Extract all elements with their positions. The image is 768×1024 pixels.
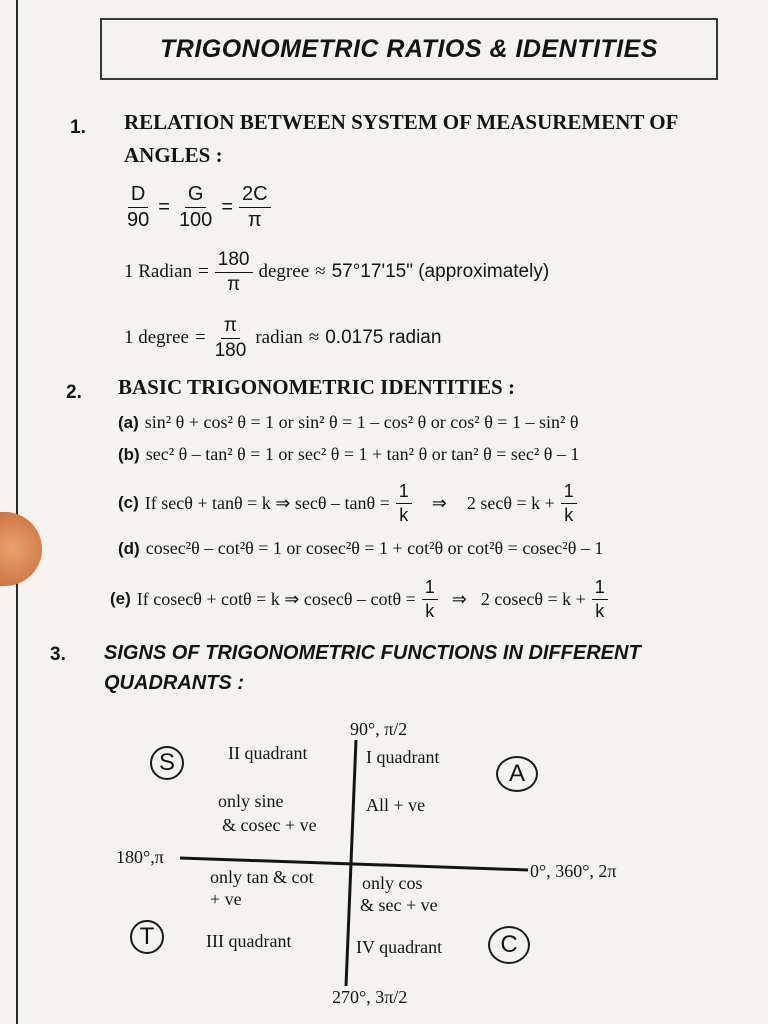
fraction-1-k: $\frac{1}{k}$ [561, 482, 577, 525]
section-1-heading-line1: RELATION BETWEEN SYSTEM OF MEASUREMENT OF [124, 110, 679, 134]
quadrant-letter-a: A [496, 756, 538, 792]
quadrant-1-rule: All + ve [366, 795, 426, 815]
quadrant-3-rule2: + ve [210, 889, 242, 909]
quadrant-2-name: II quadrant [228, 743, 308, 763]
measurement-ratio-equation: $\frac{D}{90}$ = $\frac{G}{100}$ = $\frac{2C}{\pi}$ [124, 184, 271, 231]
fraction-1-k: $\frac{1}{k}$ [592, 578, 608, 621]
identity-e: (e) If cosecθ + cotθ = k ⇒ cosecθ – cotθ = $\frac{1}{k}$ ⇒ 2 cosecθ = k + $\frac{1}{k}$ [110, 578, 608, 621]
section-3-heading-line2: QUADRANTS : [104, 672, 244, 694]
quadrant-4-rule2: & sec + ve [360, 895, 438, 915]
fraction-1-k: $\frac{1}{k}$ [422, 578, 438, 621]
quadrant-1-name: I quadrant [366, 747, 440, 767]
quadrant-2-rule1: only sine [218, 791, 284, 811]
radian-equation: 1 Radian = $\frac{180}{\pi}$ degree ≈ 57°17'15" (approximately) [124, 249, 550, 295]
section-1-heading-line2: ANGLES : [124, 143, 223, 167]
quadrant-3-name: III quadrant [206, 931, 292, 951]
identity-c: (c) If secθ + tanθ = k ⇒ secθ – tanθ = $\frac{1}{k}$ ⇒ 2 secθ = k + $\frac{1}{k}$ [118, 482, 577, 525]
quadrant-letter-t: T [130, 920, 164, 954]
identity-b: (b) sec² θ – tan² θ = 1 or sec² θ = 1 + tan² θ or tan² θ = sec² θ – 1 [118, 444, 580, 464]
degree-equation: 1 degree = $\frac{\pi}{180}$ radian ≈ 0.0175 radian [124, 315, 442, 361]
quadrant-3-rule1: only tan & cot [210, 867, 314, 887]
axis-label-right: 0°, 360°, 2π [530, 861, 617, 881]
quadrant-4-rule1: only cos [362, 873, 423, 893]
section-2-heading: BASIC TRIGONOMETRIC IDENTITIES : [118, 375, 515, 399]
section-3-heading-line1: SIGNS OF TRIGONOMETRIC FUNCTIONS IN DIFFERENT [104, 642, 641, 664]
quadrant-letter-s: S [150, 746, 184, 780]
axis-label-left: 180°,π [116, 847, 164, 867]
axis-label-bottom: 270°, 3π/2 [332, 987, 408, 1007]
identity-a: (a) sin² θ + cos² θ = 1 or sin² θ = 1 – cos² θ or cos² θ = 1 – sin² θ [118, 412, 579, 432]
fraction-pi-180: $\frac{\pi}{180}$ [214, 315, 247, 361]
quadrant-4-name: IV quadrant [356, 937, 443, 957]
quadrant-letter-c: C [488, 926, 530, 964]
section-1-number: 1. [70, 117, 86, 138]
quadrant-2-rule2: & cosec + ve [222, 815, 317, 835]
section-2-number: 2. [66, 382, 82, 403]
fraction-g-100: $\frac{G}{100}$ [178, 183, 213, 231]
fraction-2c-pi: $\frac{2C}{\pi}$ [239, 184, 271, 231]
identity-d: (d) cosec²θ – cot²θ = 1 or cosec²θ = 1 + cot²θ or cot²θ = cosec²θ – 1 [118, 538, 604, 558]
section-3-number: 3. [50, 644, 66, 665]
fraction-d-90: $\frac{D}{90}$ [127, 183, 150, 231]
axis-label-top: 90°, π/2 [350, 719, 408, 739]
fraction-180-pi: $\frac{180}{\pi}$ [215, 250, 253, 295]
page-title: TRIGONOMETRIC RATIOS & IDENTITIES [160, 34, 658, 63]
fraction-1-k: $\frac{1}{k}$ [396, 482, 412, 525]
